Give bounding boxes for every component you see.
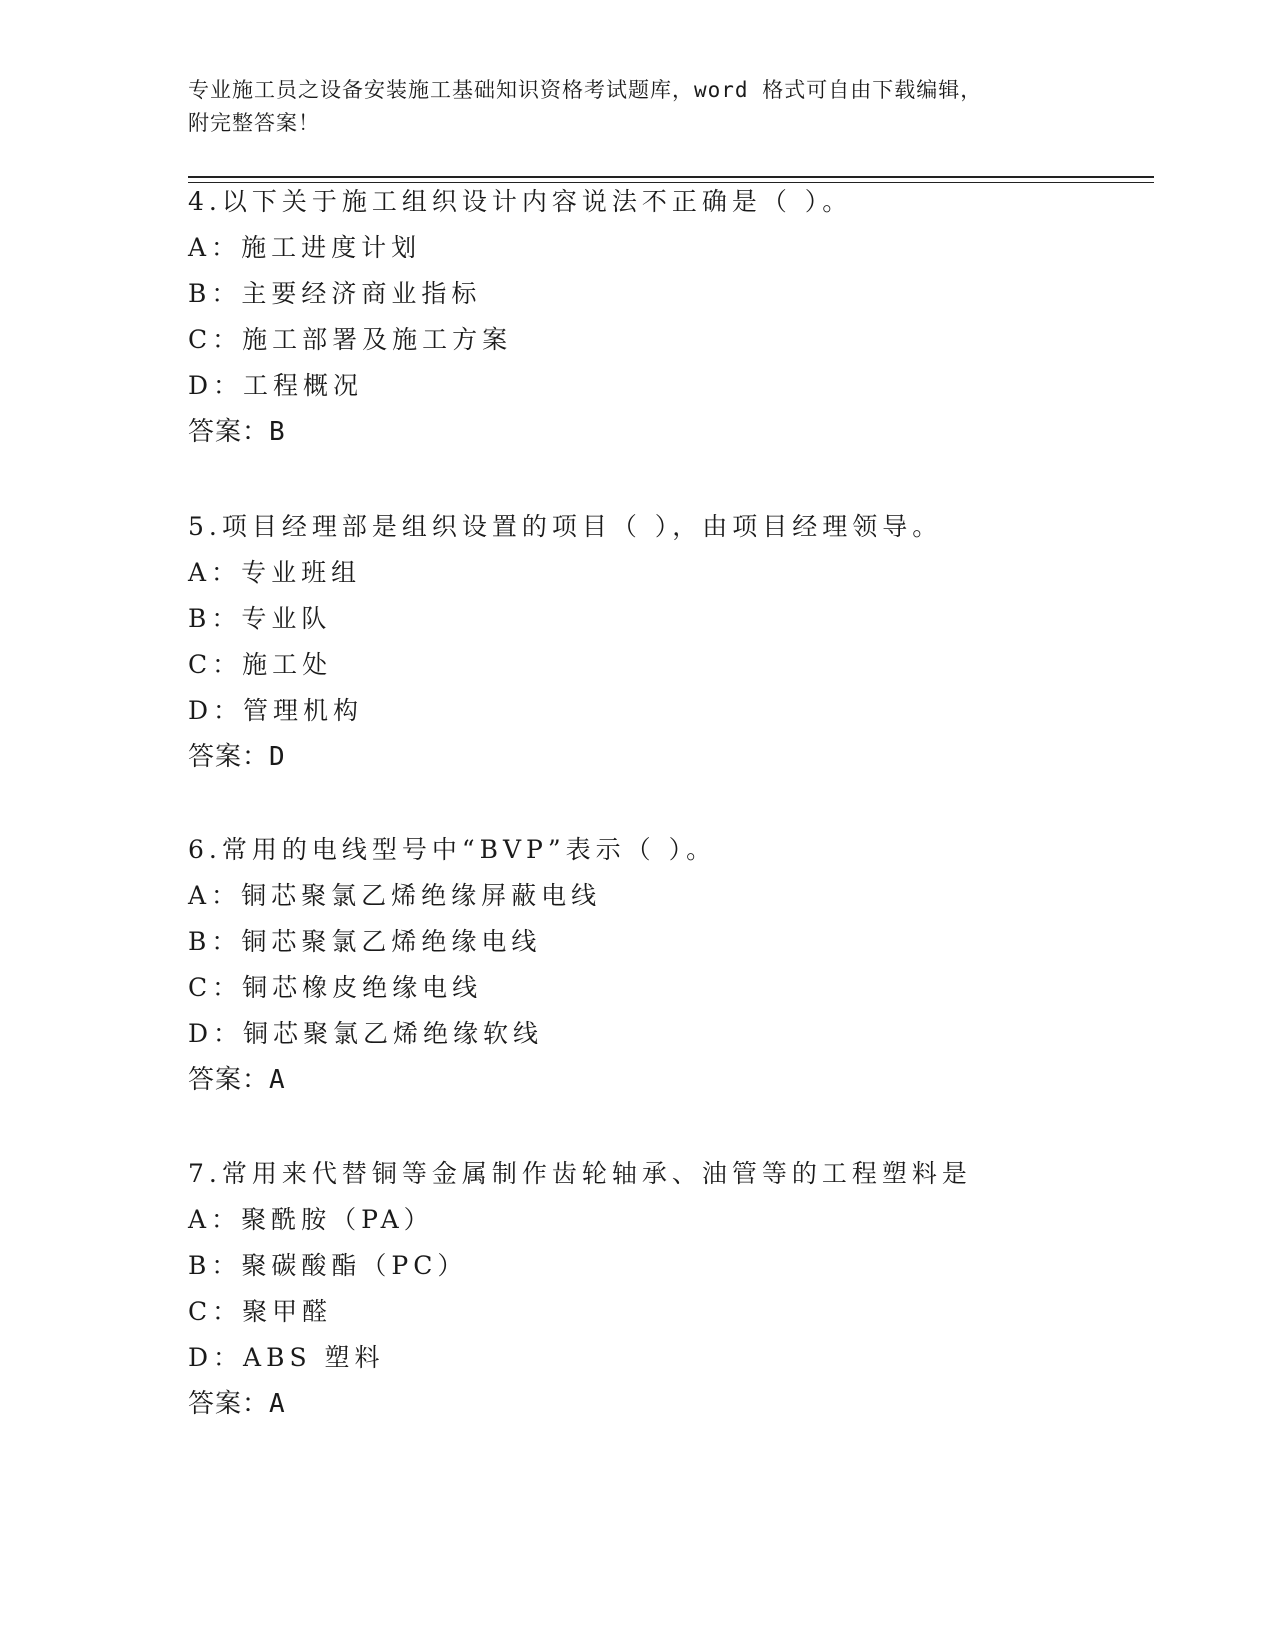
- option-text: 铜芯聚氯乙烯绝缘电线: [241, 927, 542, 956]
- answer-line: 答案：D: [188, 742, 286, 772]
- option-d: [188, 1335, 1148, 1381]
- option-c: [188, 965, 1148, 1011]
- option-b: [188, 1243, 1148, 1289]
- option-b: [188, 271, 1148, 317]
- option-d: [188, 1011, 1148, 1057]
- question-6: [188, 827, 1148, 1103]
- question-stem: 7.常用来代替铜等金属制作齿轮轴承、油管等的工程塑料是: [188, 1159, 972, 1188]
- option-text: 铜芯聚氯乙烯绝缘屏蔽电线: [241, 881, 602, 910]
- option-key: D：: [188, 371, 244, 400]
- option-text: 工程概况: [243, 371, 364, 400]
- option-key: B：: [188, 927, 242, 956]
- option-b: [188, 596, 1148, 642]
- option-d: [188, 688, 1148, 734]
- answer-line: 答案：A: [188, 1389, 286, 1419]
- header-line-2: 附完整答案！: [188, 111, 320, 135]
- option-key: B：: [188, 604, 242, 633]
- option-text: 施工部署及施工方案: [242, 325, 513, 354]
- question-5: [188, 504, 1148, 780]
- option-key: C：: [188, 650, 243, 679]
- header-divider-thick: [188, 176, 1154, 178]
- option-key: C：: [188, 1297, 243, 1326]
- option-key: D：: [188, 696, 244, 725]
- header-line-1: 专业施工员之设备安装施工基础知识资格考试题库，word 格式可自由下载编辑，: [188, 78, 983, 102]
- option-c: [188, 1289, 1148, 1335]
- option-text: 专业队: [241, 604, 332, 633]
- answer-line: 答案：A: [188, 1065, 286, 1095]
- option-key: C：: [188, 973, 243, 1002]
- option-text: 聚碳酸酯（PC）: [241, 1251, 468, 1280]
- option-a: [188, 550, 1148, 596]
- question-7: [188, 1151, 1148, 1427]
- answer-line: 答案：B: [188, 417, 286, 447]
- option-c: [188, 642, 1148, 688]
- option-key: D：: [188, 1019, 244, 1048]
- option-d: [188, 363, 1148, 409]
- option-key: B：: [188, 1251, 242, 1280]
- option-text: 施工处: [242, 650, 333, 679]
- option-a: [188, 1197, 1148, 1243]
- option-key: A：: [188, 1205, 242, 1234]
- option-text: 主要经济商业指标: [241, 279, 482, 308]
- option-text: ABS 塑料: [243, 1343, 385, 1372]
- option-a: [188, 225, 1148, 271]
- option-text: 管理机构: [243, 696, 364, 725]
- option-key: A：: [188, 881, 242, 910]
- option-text: 铜芯橡皮绝缘电线: [242, 973, 483, 1002]
- option-text: 聚酰胺（PA）: [241, 1205, 434, 1234]
- option-key: C：: [188, 325, 243, 354]
- option-key: B：: [188, 279, 242, 308]
- question-4: [188, 179, 1148, 455]
- option-key: A：: [188, 558, 242, 587]
- document-header: [188, 74, 1108, 140]
- option-text: 聚甲醛: [242, 1297, 333, 1326]
- question-stem: 4.以下关于施工组织设计内容说法不正确是（ ）。: [188, 187, 853, 216]
- option-a: [188, 873, 1148, 919]
- option-text: 专业班组: [241, 558, 362, 587]
- option-text: 施工进度计划: [241, 233, 422, 262]
- option-b: [188, 919, 1148, 965]
- question-stem: 5.项目经理部是组织设置的项目（ ），由项目经理领导。: [188, 512, 943, 541]
- option-key: D：: [188, 1343, 244, 1372]
- option-c: [188, 317, 1148, 363]
- option-key: A：: [188, 233, 242, 262]
- option-text: 铜芯聚氯乙烯绝缘软线: [243, 1019, 544, 1048]
- question-stem: 6.常用的电线型号中“BVP”表示（ ）。: [188, 835, 717, 864]
